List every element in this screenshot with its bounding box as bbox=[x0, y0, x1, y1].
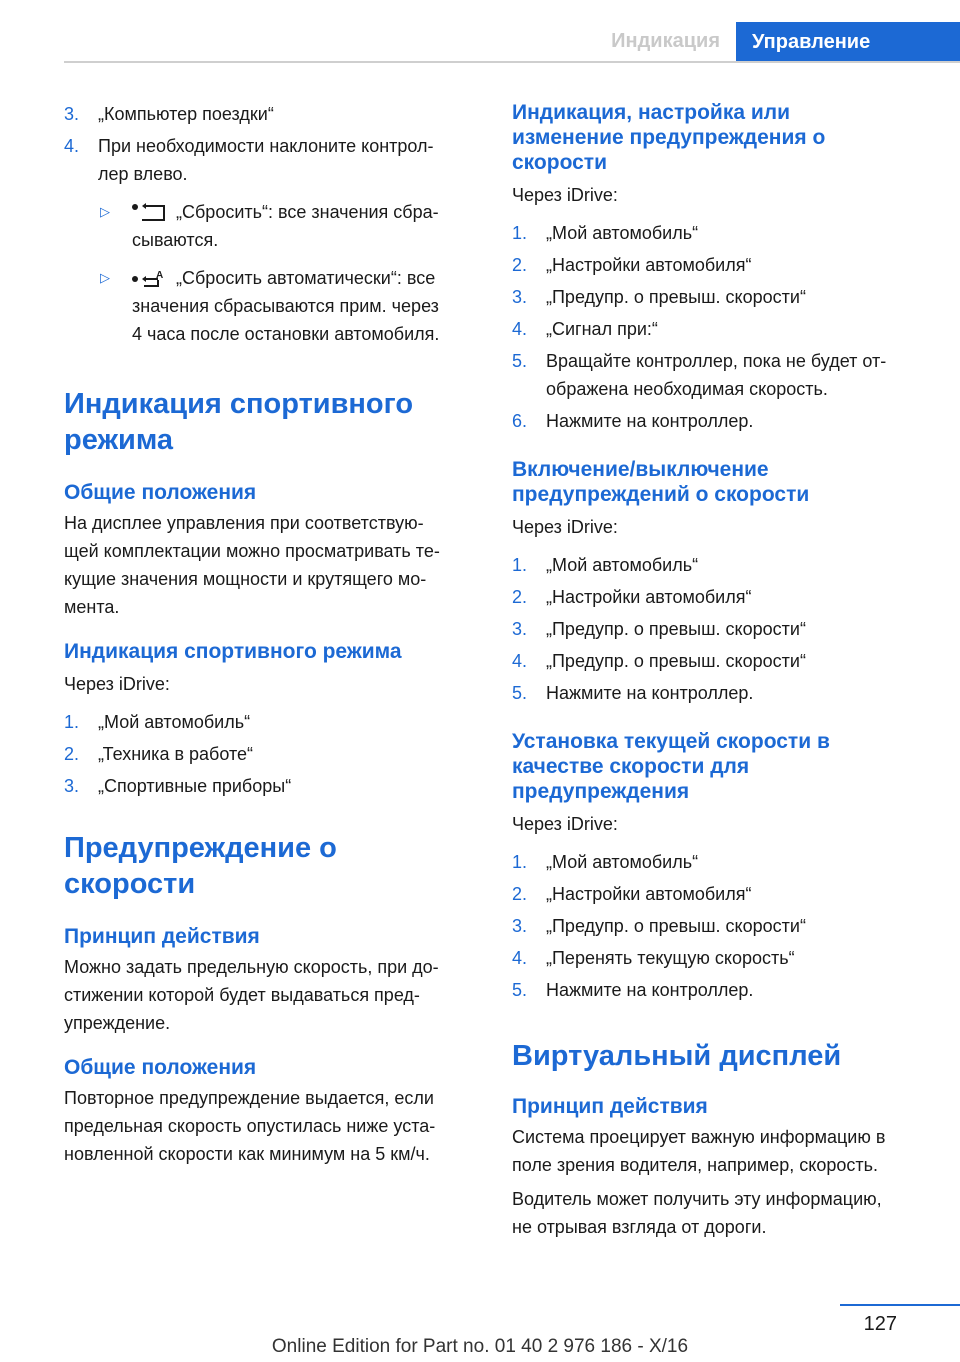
left-column bbox=[64, 100, 480, 1168]
section-title-speed-warning: Предупреждение о скорости bbox=[64, 832, 337, 900]
paragraph-general-2: Повторное предупреждение выдается, если предельная скорость опустилась ниже уста- новленной скорости как минимум на 5 км/ч. bbox=[64, 1088, 436, 1164]
paragraph-virtual-2: Водитель может получить эту информацию, не отрывая взгляда от дороги. bbox=[512, 1189, 882, 1237]
list-item: 1. „Мой автомобиль“ bbox=[64, 712, 251, 732]
paragraph-principle: Можно задать предельную скорость, при до- стижении которой будет выдаваться пред- упреждение. bbox=[64, 957, 439, 1033]
list-item: 3. „Предупр. о превыш. скорости“ bbox=[512, 916, 806, 936]
paragraph-virtual-1: Система проецирует важную информацию в поле зрения водителя, например, скорость. bbox=[512, 1127, 886, 1175]
set-current-list bbox=[512, 848, 924, 1004]
list-item: 1. „Мой автомобиль“ bbox=[512, 555, 699, 575]
online-edition-note: Online Edition for Part no. 01 40 2 976 186 - X/16 bbox=[271, 1336, 689, 1357]
header-bar bbox=[0, 22, 960, 62]
list-item: 2. „Настройки автомобиля“ bbox=[512, 255, 752, 275]
svg-text:A: A bbox=[156, 270, 164, 282]
via-idrive-label: Через iDrive: bbox=[512, 517, 618, 537]
list-item: 2. „Техника в работе“ bbox=[64, 744, 254, 764]
section-title-virtual-display: Виртуальный дисплей bbox=[512, 1040, 842, 1072]
via-idrive-label: Через iDrive: bbox=[512, 814, 618, 834]
list-item: 4. При необходимости наклоните контрол- лер влево. bbox=[64, 136, 434, 184]
list-item: 3. „Предупр. о превыш. скорости“ bbox=[512, 287, 806, 307]
page-number: 127 bbox=[863, 1313, 897, 1335]
triangle-bullet-icon: ▷ bbox=[100, 204, 110, 219]
section-title-sport: Индикация спортивного режима bbox=[64, 388, 414, 456]
sub-item-reset: ▷ „Сбросить“: все значения сбра- сываются. bbox=[64, 198, 480, 254]
list-item: 1. „Мой автомобиль“ bbox=[512, 223, 699, 243]
heading-general: Общие положения bbox=[64, 481, 257, 504]
list-item: 2. „Настройки автомобиля“ bbox=[512, 587, 752, 607]
heading-virtual-principle: Принцип действия bbox=[512, 1095, 708, 1118]
display-list bbox=[512, 219, 924, 435]
on-off-list bbox=[512, 551, 924, 707]
list-item: 4. „Предупр. о превыш. скорости“ bbox=[512, 651, 806, 671]
list-item: 4. „Перенять текущую скорость“ bbox=[512, 948, 795, 968]
auto-reset-icon bbox=[132, 269, 166, 289]
heading-general-2: Общие положения bbox=[64, 1056, 257, 1079]
list-item: 4. „Сигнал при:“ bbox=[512, 319, 658, 339]
list-item: 5. Нажмите на контроллер. bbox=[512, 980, 754, 1000]
heading-display-setting: Индикация, настройка или изменение предупреждения о скорости bbox=[512, 101, 826, 174]
heading-sport-display: Индикация спортивного режима bbox=[64, 640, 402, 663]
header-divider bbox=[64, 61, 960, 63]
list-item: 3. „Компьютер поездки“ bbox=[64, 104, 274, 124]
heading-principle: Принцип действия bbox=[64, 925, 260, 948]
triangle-bullet-icon: ▷ bbox=[100, 270, 110, 285]
list-item: 2. „Настройки автомобиля“ bbox=[512, 884, 752, 904]
list-item: 1. „Мой автомобиль“ bbox=[512, 852, 699, 872]
paragraph-general: На дисплее управления при соответствую- щей комплектации можно просматривать те- кущие значения мощности и крутящего мо- мента. bbox=[64, 513, 440, 617]
via-idrive-label: Через iDrive: bbox=[64, 674, 170, 694]
list-item: 5. Нажмите на контроллер. bbox=[512, 683, 754, 703]
tab-control[interactable]: Управление bbox=[736, 22, 960, 62]
list-item: 3. „Спортивные приборы“ bbox=[64, 776, 292, 796]
sub-item-auto-reset: ▷ A „Сбросить автоматически“: все значения сбрасываются прим. через 4 часа после остановки автомобиля. bbox=[64, 264, 480, 348]
right-column bbox=[512, 100, 924, 1241]
heading-set-current: Установка текущей скорости в качестве скорости для предупреждения bbox=[512, 730, 830, 803]
heading-on-off: Включение/выключение предупреждений о скорости bbox=[512, 458, 810, 506]
sport-list bbox=[64, 708, 480, 800]
tab-indication[interactable]: Индикация bbox=[611, 30, 720, 52]
via-idrive-label: Через iDrive: bbox=[512, 185, 618, 205]
list-item: 6. Нажмите на контроллер. bbox=[512, 411, 754, 431]
list-item: 5. Вращайте контроллер, пока не будет от- ображена необходимая скорость. bbox=[512, 351, 887, 399]
reset-icon bbox=[132, 203, 166, 223]
list-item: 3. „Предупр. о превыш. скорости“ bbox=[512, 619, 806, 639]
footer-divider bbox=[840, 1304, 960, 1306]
